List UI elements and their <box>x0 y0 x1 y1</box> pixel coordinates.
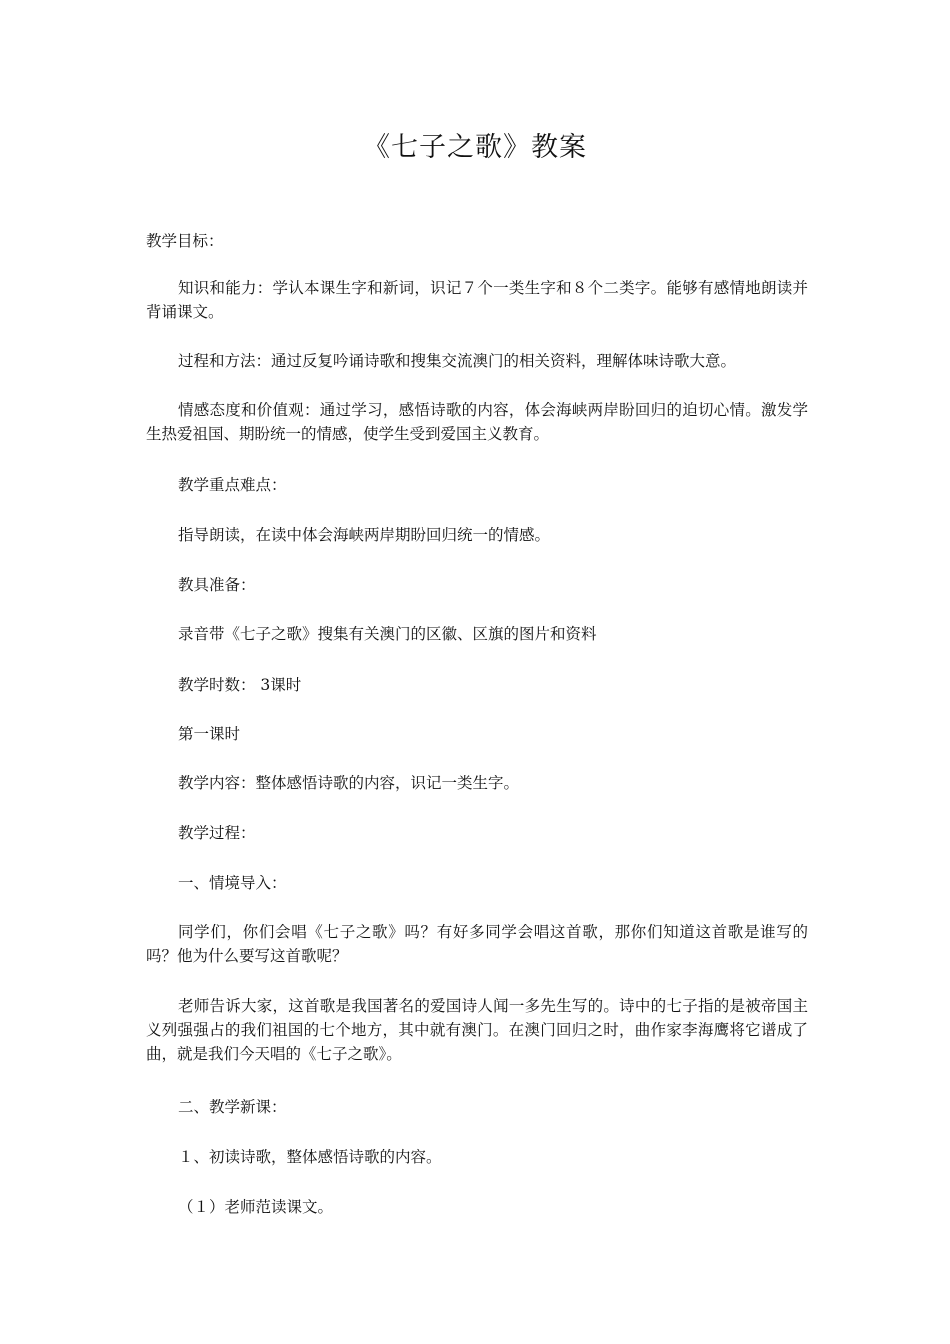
paragraph-emotion-values: 情感态度和价值观：通过学习，感悟诗歌的内容，体会海峡两岸盼回归的迫切心情。激发学生热爱祖国、期盼统一的情感，使学生受到爱国主义教育。 <box>146 401 808 443</box>
paragraph-teacher-reads: （１）老师范读课文。 <box>178 1198 334 1216</box>
paragraph-teaching-goals-heading: 教学目标： <box>146 232 224 250</box>
document-title: 《七子之歌》教案 <box>363 132 587 163</box>
paragraph-key-points-heading: 教学重点难点： <box>178 476 287 494</box>
paragraph-key-points: 指导朗读，在读中体会海峡两岸期盼回归统一的情感。 <box>178 526 551 544</box>
paragraph-materials: 录音带《七子之歌》搜集有关澳门的区徽、区旗的图片和资料 <box>178 625 597 643</box>
paragraph-intro-question: 同学们，你们会唱《七子之歌》吗？有好多同学会唱这首歌，那你们知道这首歌是谁写的吗？他为什么要写这首歌呢？ <box>146 923 808 965</box>
paragraph-teaching-process-heading: 教学过程： <box>178 824 256 842</box>
paragraph-first-lesson: 第一课时 <box>178 725 241 743</box>
paragraph-materials-heading: 教具准备： <box>178 576 256 594</box>
paragraph-process-method: 过程和方法：通过反复吟诵诗歌和搜集交流澳门的相关资料，理解体味诗歌大意。 <box>178 352 737 370</box>
paragraph-section-new-lesson-heading: 二、教学新课： <box>178 1098 287 1116</box>
paragraph-first-reading: １、初读诗歌，整体感悟诗歌的内容。 <box>178 1148 442 1166</box>
paragraph-teacher-explains: 老师告诉大家，这首歌是我国著名的爱国诗人闻一多先生写的。诗中的七子指的是被帝国主义列强强占的我们祖国的七个地方，其中就有澳门。在澳门回归之时，曲作家李海鹰将它谱成了曲，就是我们今天唱的《七子之歌》。 <box>146 997 808 1063</box>
paragraph-knowledge-ability: 知识和能力：学认本课生字和新词，识记７个一类生字和８个二类字。能够有感情地朗读并背诵课文。 <box>146 279 808 321</box>
paragraph-class-hours: 教学时数： 3课时 <box>178 676 302 694</box>
paragraph-section-intro-heading: 一、情境导入： <box>178 874 287 892</box>
paragraph-teaching-content: 教学内容：整体感悟诗歌的内容，识记一类生字。 <box>178 774 520 792</box>
